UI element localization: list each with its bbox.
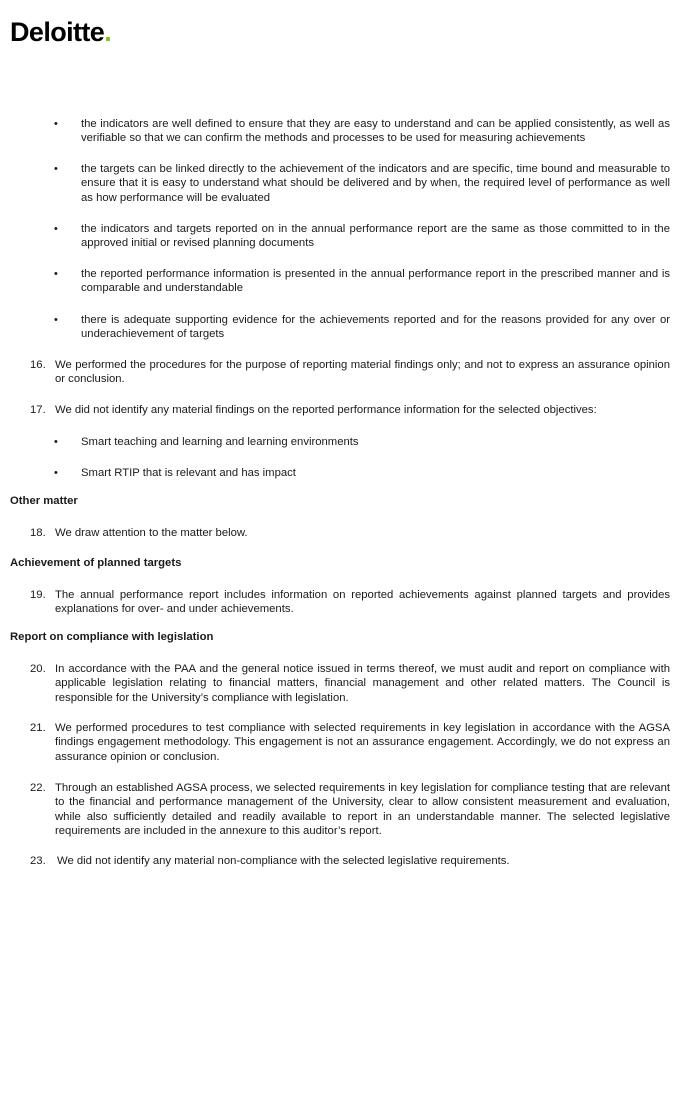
objective-item-2: Smart RTIP that is relevant and has impact [81,467,296,479]
paragraph-19: The annual performance report includes information on reported achievements against planned targets and provides explanations for over- and under achievements. [55,589,670,616]
criteria-bullet-5: there is adequate supporting evidence for the achievements reported and for the reasons provided for any over or underachievement of targets [81,314,670,341]
logo-text: Deloitte [10,17,105,47]
paragraph-21: We performed procedures to test compliance with selected requirements in key legislation in accordance with the AGSA findings engagement methodology. This engagement is not an assurance engagement. Accordingly, we do not express an assurance opinion or conclusion. [55,722,670,763]
bullet-icon: • [54,118,58,130]
criteria-bullet-4: the reported performance information is presented in the annual performance report in the prescribed manner and is comparable and understandable [81,268,670,295]
paragraph-18: We draw attention to the matter below. [55,527,248,539]
paragraph-16: We performed the procedures for the purpose of reporting material findings only; and not to express an assurance opinion or conclusion. [55,359,670,386]
heading-compliance: Report on compliance with legislation [10,631,214,643]
paragraph-22: Through an established AGSA process, we selected requirements in key legislation for compliance testing that are relevant to the financial and performance management of the University, clear to allow consistent measurement and evaluation, while also sufficiently detailed and readily available to report in an understandable manner. The selected legislative requirements are included in the annexure to this auditor’s report. [55,782,670,838]
criteria-bullet-3: the indicators and targets reported on in the annual performance report are the same as those committed to in the approved initial or revised planning documents [81,223,670,250]
paragraph-number: 17. [30,404,46,416]
paragraph-number: 22. [30,782,46,794]
paragraph-number: 23. [30,855,46,867]
bullet-icon: • [54,163,58,175]
logo-dot: . [104,17,112,47]
paragraph-number: 20. [30,663,46,675]
bullet-icon: • [54,467,58,479]
paragraph-number: 16. [30,359,46,371]
deloitte-logo [10,16,111,48]
bullet-icon: • [54,314,58,326]
paragraph-17: We did not identify any material findings on the reported performance information for the selected objectives: [55,404,597,416]
objective-item-1: Smart teaching and learning and learning environments [81,436,359,448]
paragraph-number: 21. [30,722,46,734]
bullet-icon: • [54,436,58,448]
heading-achievement-targets: Achievement of planned targets [10,557,182,569]
paragraph-23: We did not identify any material non-compliance with the selected legislative requirements. [57,855,510,867]
paragraph-number: 18. [30,527,46,539]
bullet-icon: • [54,223,58,235]
criteria-bullet-2: the targets can be linked directly to the achievement of the indicators and are specific, time bound and measurable to ensure that it is easy to understand what should be delivered and by when, the required level of performance as well as how performance will be evaluated [81,163,670,204]
paragraph-number: 19. [30,589,46,601]
criteria-bullet-1: the indicators are well defined to ensure that they are easy to understand and can be applied consistently, as well as verifiable so that we can confirm the methods and processes to be used for measuring achievements [81,118,670,145]
paragraph-20: In accordance with the PAA and the general notice issued in terms thereof, we must audit and report on compliance with applicable legislation relating to financial matters, financial management and other related matters. The Council is responsible for the University’s compliance with legislation. [55,663,670,704]
bullet-icon: • [54,268,58,280]
heading-other-matter: Other matter [10,495,78,507]
